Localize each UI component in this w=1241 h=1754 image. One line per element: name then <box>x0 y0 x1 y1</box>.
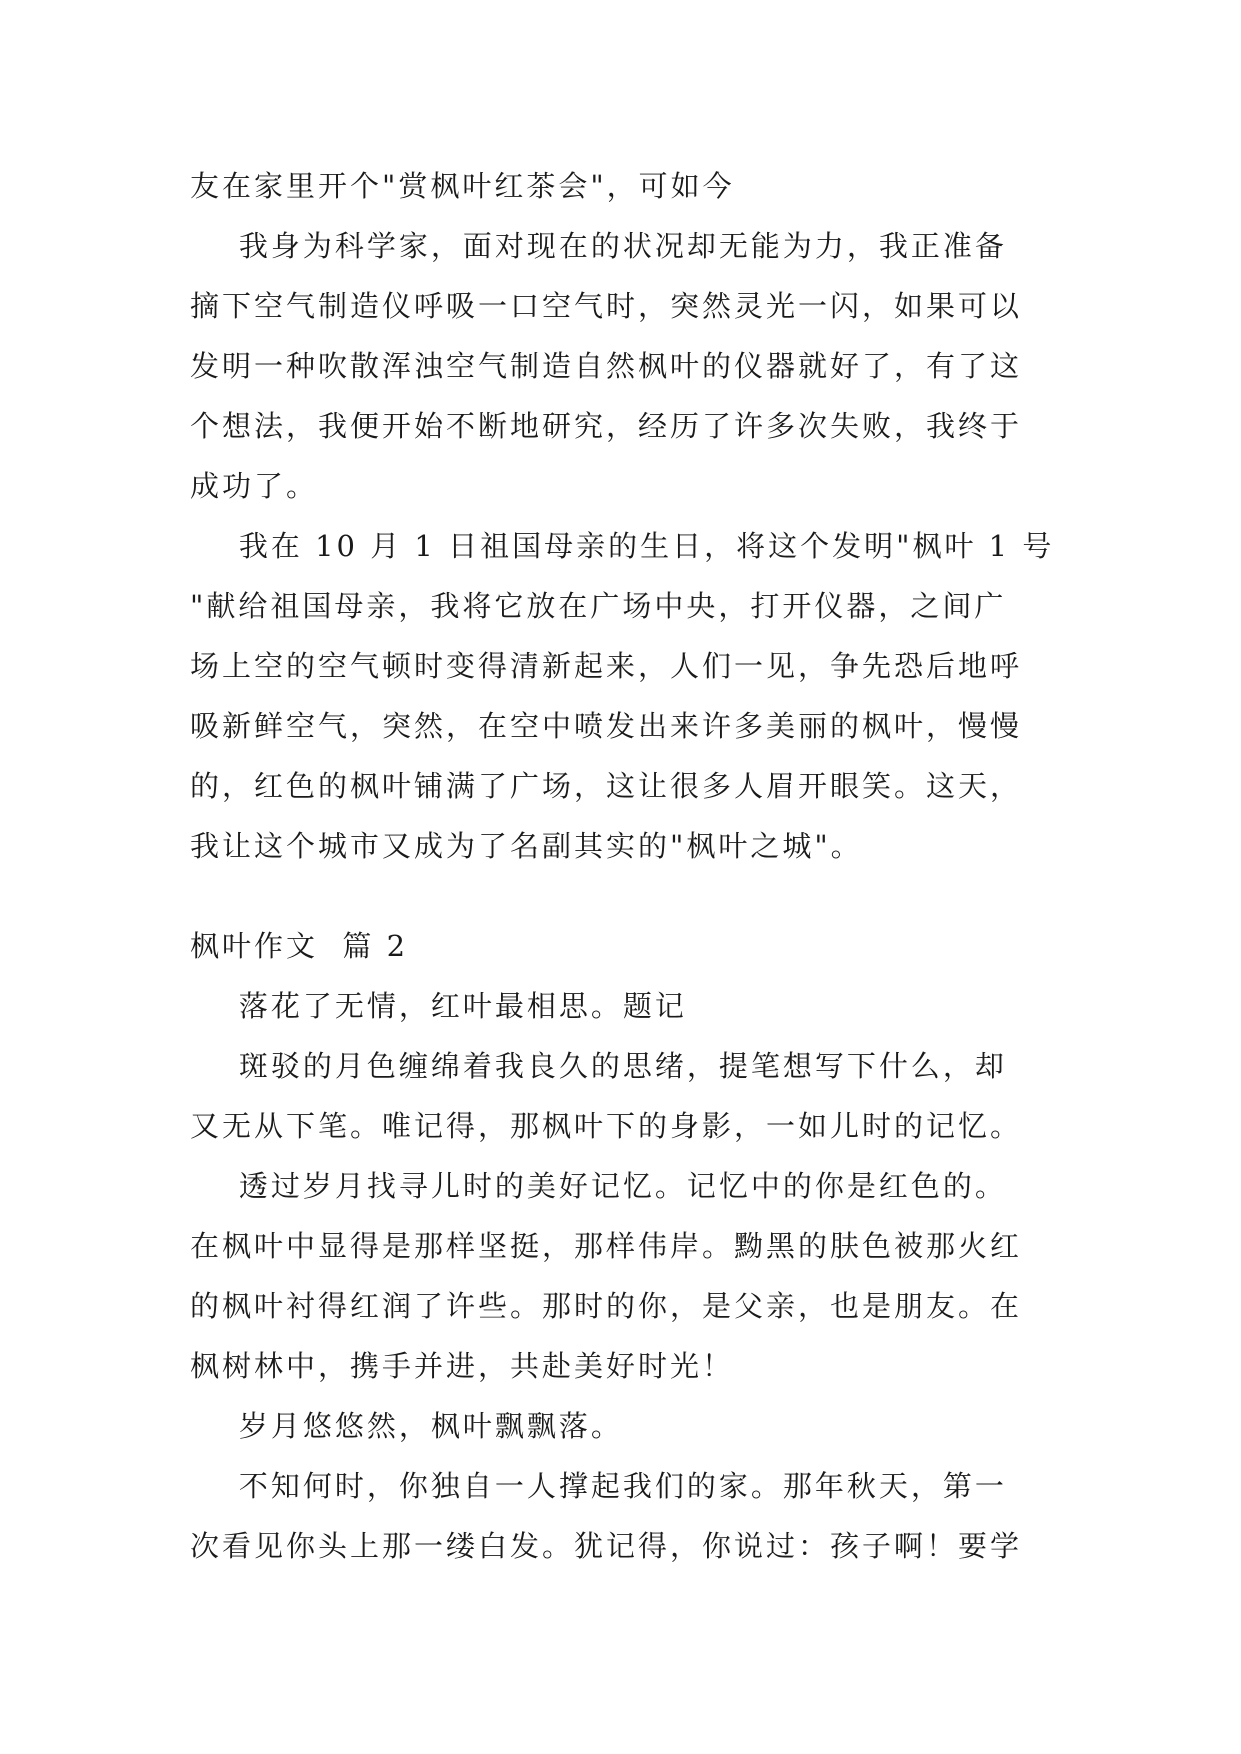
text-line: 透过岁月找寻儿时的美好记忆。记忆中的你是红色的。 <box>190 1169 1007 1203</box>
text-line: 个想法，我便开始不断地研究，经历了许多次失败，我终于 <box>190 409 1023 443</box>
essay-part-1 <box>190 156 1060 876</box>
text-line: 发明一种吹散浑浊空气制造自然枫叶的仪器就好了，有了这 <box>190 349 1023 383</box>
text-line: 吸新鲜空气，突然，在空中喷发出来许多美丽的枫叶，慢慢 <box>190 709 1023 743</box>
text-line: "献给祖国母亲，我将它放在广场中央，打开仪器，之间广 <box>190 589 1007 623</box>
text-line: 摘下空气制造仪呼吸一口空气时，突然灵光一闪，如果可以 <box>190 289 1023 323</box>
text-line: 我让这个城市又成为了名副其实的"枫叶之城"。 <box>190 829 863 863</box>
text-line: 枫树林中，携手并进，共赴美好时光！ <box>190 1349 735 1383</box>
text-line: 成功了。 <box>190 469 319 503</box>
text-line: 又无从下笔。唯记得，那枫叶下的身影，一如儿时的记忆。 <box>190 1109 1023 1143</box>
text-line: 的枫叶衬得红润了许些。那时的你，是父亲，也是朋友。在 <box>190 1289 1023 1323</box>
essay-part-2 <box>190 916 1060 1576</box>
text-line: 斑驳的月色缠绵着我良久的思绪，提笔想写下什么，却 <box>190 1049 1007 1083</box>
text-line: 的，红色的枫叶铺满了广场，这让很多人眉开眼笑。这天， <box>190 769 1023 803</box>
text-line: 在枫叶中显得是那样坚挺，那样伟岸。黝黑的肤色被那火红 <box>190 1229 1023 1263</box>
text-line: 落花了无情，红叶最相思。题记 <box>190 989 687 1023</box>
text-line: 我身为科学家，面对现在的状况却无能为力，我正准备 <box>190 229 1007 263</box>
text-line: 友在家里开个"赏枫叶红茶会"，可如今 <box>190 169 735 203</box>
text-line: 不知何时，你独自一人撑起我们的家。那年秋天，第一 <box>190 1469 1007 1503</box>
text-line: 岁月悠悠然，枫叶飘飘落。 <box>190 1409 623 1443</box>
text-line: 我在 10 月 1 日祖国母亲的生日，将这个发明"枫叶 1 号 <box>190 529 1055 563</box>
text-line: 次看见你头上那一缕白发。犹记得，你说过：孩子啊！要学 <box>190 1529 1023 1563</box>
text-line: 场上空的空气顿时变得清新起来，人们一见，争先恐后地呼 <box>190 649 1023 683</box>
section-heading: 枫叶作文 篇 2 <box>190 929 409 963</box>
